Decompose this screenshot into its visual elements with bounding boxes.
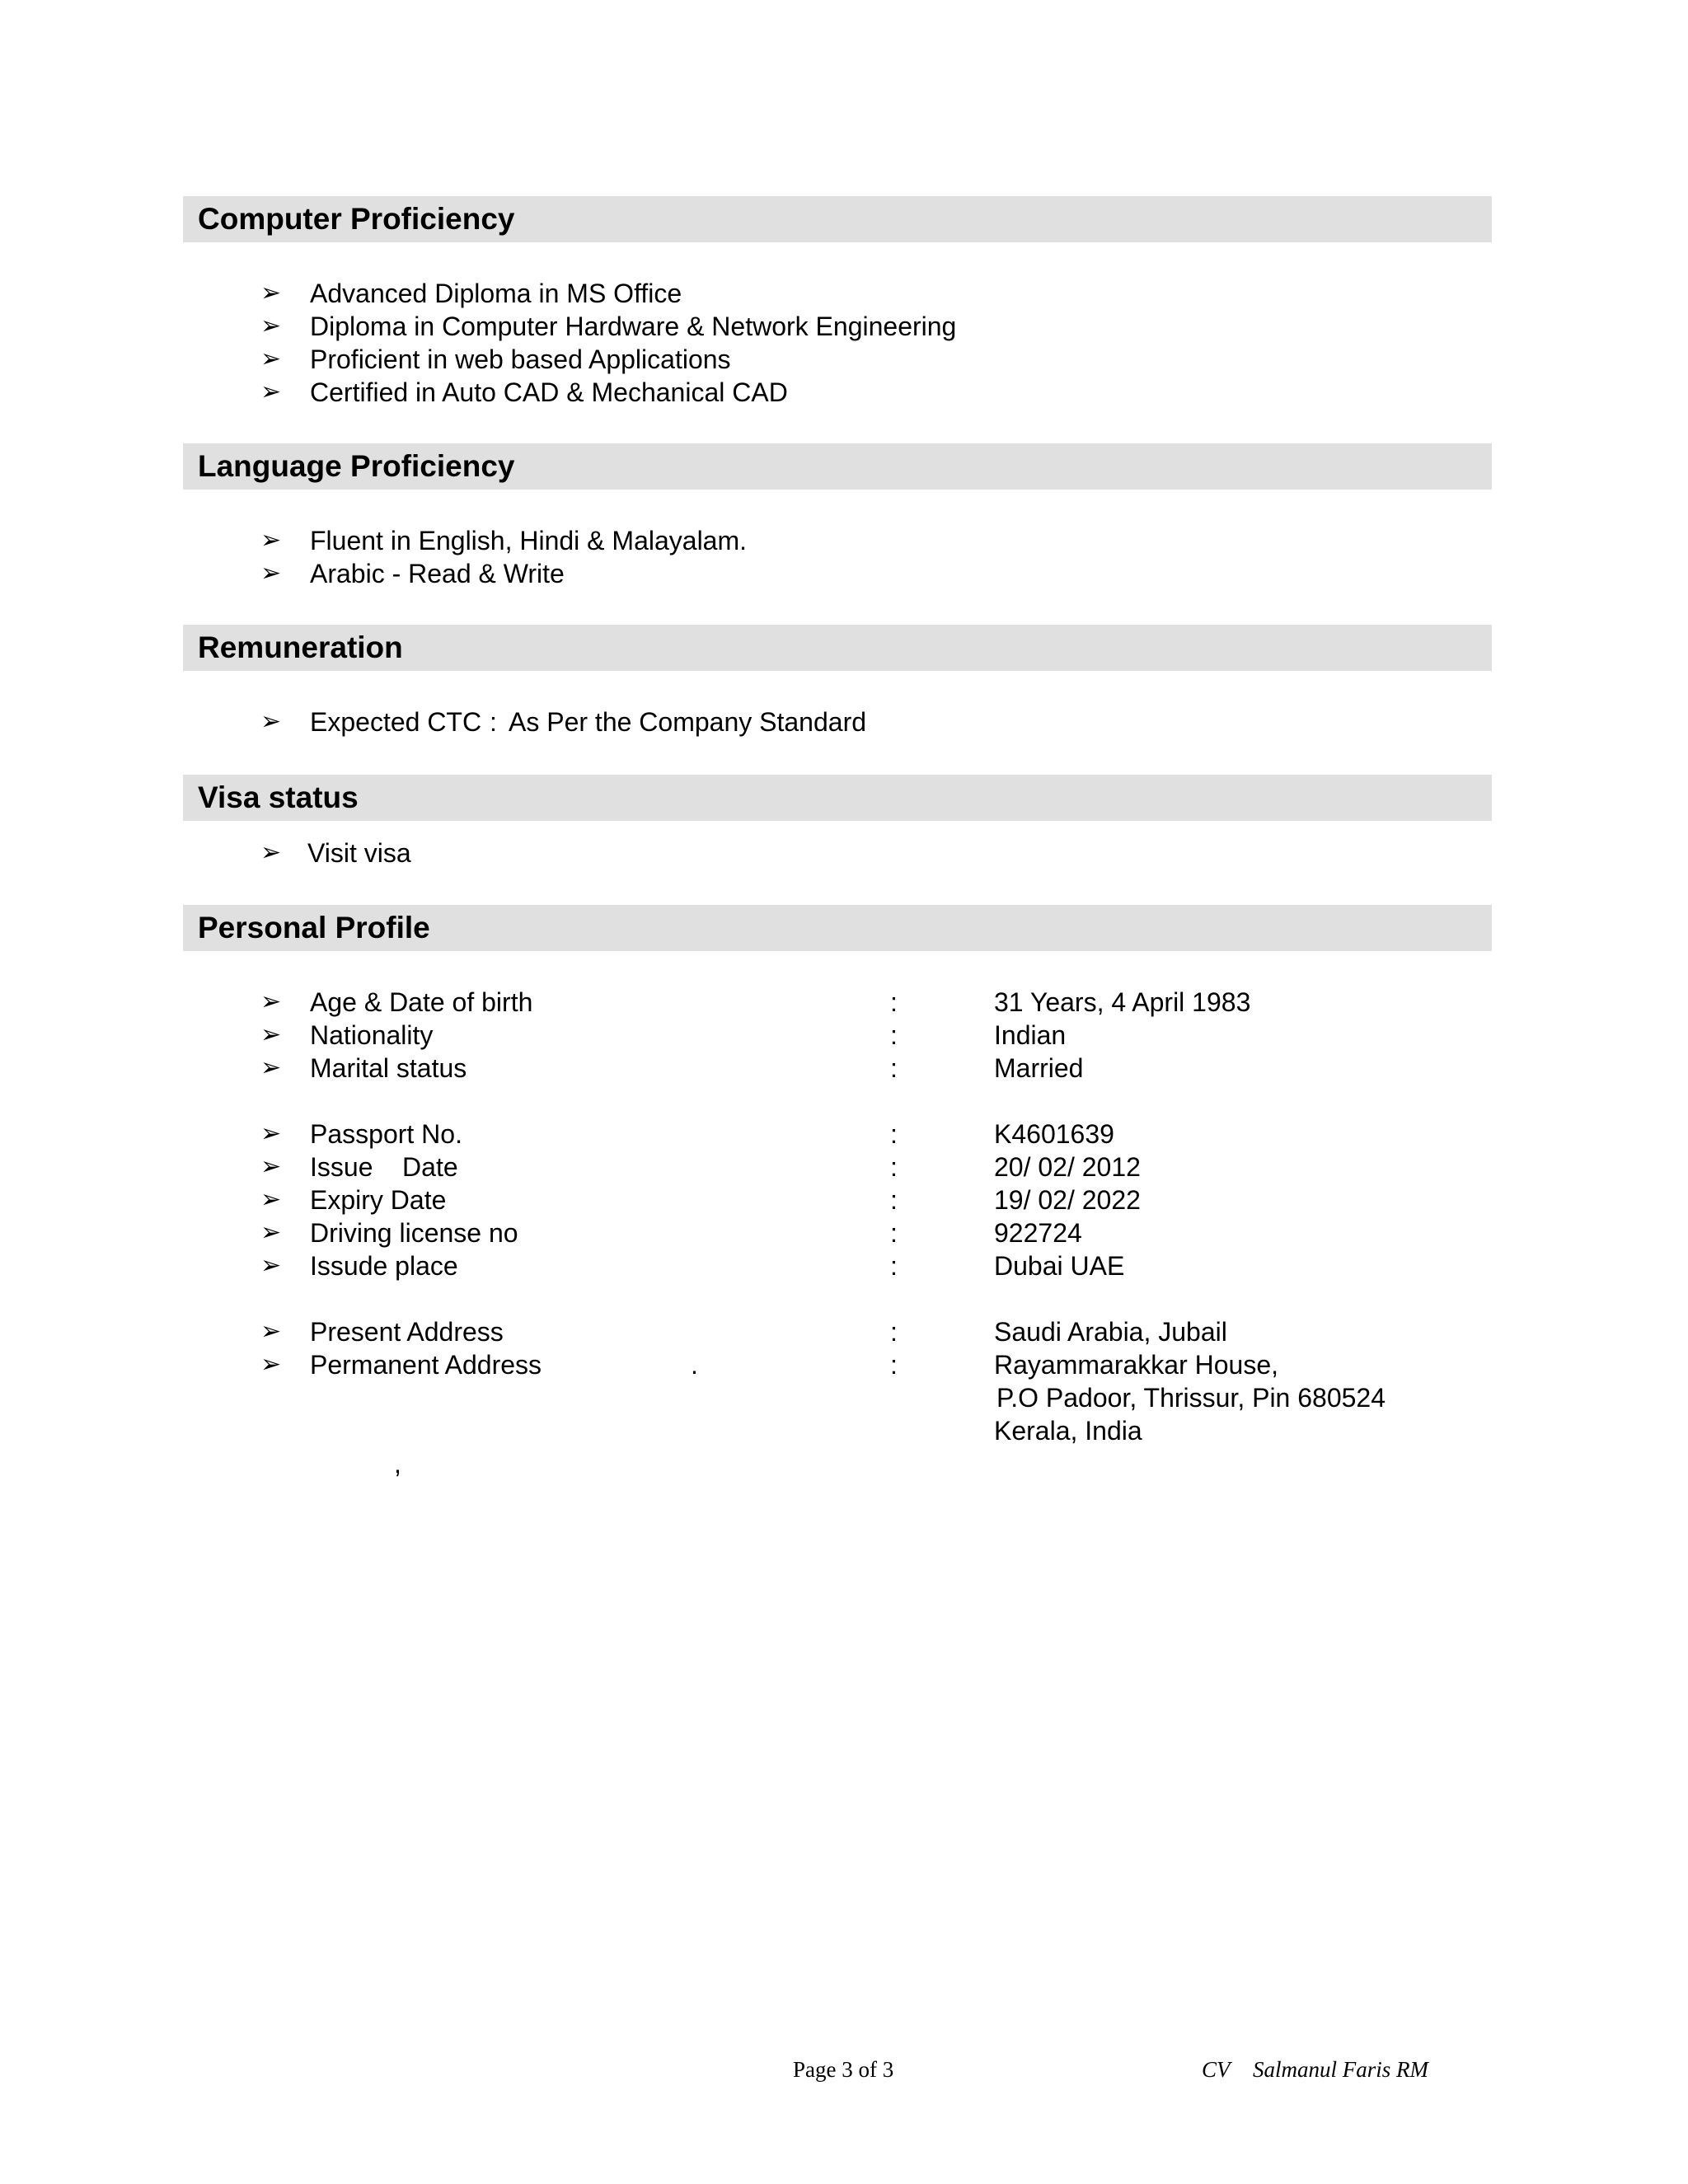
profile-value-expiry-date: 19/ 02/ 2022 <box>994 1185 1141 1215</box>
section-title: Computer Proficiency <box>198 202 515 236</box>
profile-colon: : <box>890 1053 898 1083</box>
bullet-icon: ➢ <box>260 988 282 1015</box>
list-item: Visit visa <box>307 838 411 868</box>
bullet-icon: ➢ <box>260 1219 282 1246</box>
profile-value-issue-place: Dubai UAE <box>994 1251 1125 1281</box>
address-line-2: P.O Padoor, Thrissur, Pin 680524 <box>996 1383 1386 1413</box>
list-item: Arabic - Read & Write <box>310 559 565 588</box>
profile-value-age: 31 Years, 4 April 1983 <box>994 987 1251 1017</box>
list-item: Proficient in web based Applications <box>310 344 731 374</box>
profile-value-passport: K4601639 <box>994 1119 1114 1149</box>
profile-label-age: Age & Date of birth <box>310 987 533 1017</box>
bullet-icon: ➢ <box>260 839 282 866</box>
expected-ctc-label: Expected CTC <box>310 707 482 737</box>
section-header-language-proficiency <box>183 443 1492 490</box>
profile-value-nationality: Indian <box>994 1020 1067 1050</box>
profile-value-permanent-address: Rayammarakkar House, <box>994 1350 1278 1380</box>
page-number: Page 3 of 3 <box>793 2057 894 2082</box>
profile-colon: : <box>890 1317 898 1347</box>
bullet-icon: ➢ <box>260 1351 282 1378</box>
bullet-icon: ➢ <box>260 560 282 587</box>
profile-value-issue-date: 20/ 02/ 2012 <box>994 1152 1141 1182</box>
profile-label-passport: Passport No. <box>310 1119 462 1149</box>
profile-value-present-address: Saudi Arabia, Jubail <box>994 1317 1227 1347</box>
profile-label-permanent-address: Permanent Address <box>310 1350 542 1380</box>
profile-colon: : <box>890 1152 898 1182</box>
profile-label-issue-place: Issude place <box>310 1251 458 1281</box>
bullet-icon: ➢ <box>260 1252 282 1279</box>
profile-label-expiry-date: Expiry Date <box>310 1185 447 1215</box>
profile-label-marital-status: Marital status <box>310 1053 467 1083</box>
expected-ctc-value: As Per the Company Standard <box>509 707 867 737</box>
profile-colon: : <box>890 1119 898 1149</box>
bullet-icon: ➢ <box>260 1054 282 1081</box>
section-header-remuneration <box>183 625 1492 671</box>
list-item: Fluent in English, Hindi & Malayalam. <box>310 526 748 555</box>
profile-label-nationality: Nationality <box>310 1020 434 1050</box>
profile-colon: : <box>890 1185 898 1215</box>
bullet-icon: ➢ <box>260 1021 282 1048</box>
footer-name: Salmanul Faris RM <box>1253 2057 1428 2082</box>
bullet-icon: ➢ <box>260 527 282 554</box>
bullet-icon: ➢ <box>260 378 282 405</box>
address-line-3: Kerala, India <box>994 1416 1142 1446</box>
section-title: Personal Profile <box>198 911 430 944</box>
profile-colon: : <box>890 987 898 1017</box>
section-title: Visa status <box>198 780 359 814</box>
bullet-icon: ➢ <box>260 279 282 307</box>
profile-value-marital-status: Married <box>994 1053 1084 1083</box>
section-header-personal-profile <box>183 905 1492 951</box>
profile-value-driving-license: 922724 <box>994 1218 1082 1248</box>
profile-label-present-address: Present Address <box>310 1317 504 1347</box>
profile-colon: : <box>890 1020 898 1050</box>
bullet-icon: ➢ <box>260 1120 282 1147</box>
section-title: Language Proficiency <box>198 449 515 483</box>
list-item: Certified in Auto CAD & Mechanical CAD <box>310 377 788 407</box>
section-header-computer-proficiency <box>183 196 1492 242</box>
profile-colon: : <box>890 1218 898 1248</box>
profile-colon: : <box>890 1251 898 1281</box>
list-item: Diploma in Computer Hardware & Network Engineering <box>310 312 957 341</box>
section-header-visa-status <box>183 775 1492 821</box>
bullet-icon: ➢ <box>260 345 282 373</box>
bullet-icon: ➢ <box>260 708 282 735</box>
profile-label-issue-date: Issue Date <box>310 1152 458 1182</box>
section-title: Remuneration <box>198 630 403 664</box>
profile-colon: : <box>890 1350 898 1380</box>
bullet-icon: ➢ <box>260 1153 282 1180</box>
footer-cv-label: CV <box>1202 2057 1231 2082</box>
bullet-icon: ➢ <box>260 1318 282 1345</box>
expected-ctc-colon: : <box>490 707 497 737</box>
bullet-icon: ➢ <box>260 312 282 340</box>
list-item: Advanced Diploma in MS Office <box>310 279 682 308</box>
profile-label-driving-license: Driving license no <box>310 1218 518 1248</box>
stray-comma: , <box>394 1449 401 1479</box>
stray-period: . <box>691 1350 698 1380</box>
bullet-icon: ➢ <box>260 1186 282 1213</box>
